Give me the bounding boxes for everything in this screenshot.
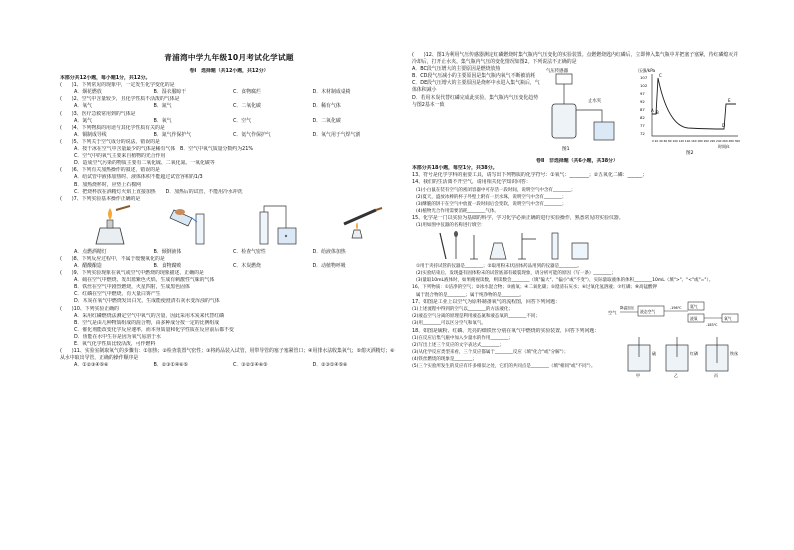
option-c: C．检查气密性: [233, 248, 266, 255]
question-15-b: (2)实验结束后，发现盛有固体粉末的试管底部有破裂现象，请分析可能的原因（写一条）________；: [416, 271, 616, 277]
option-b: B．氮气作保护气: [153, 131, 192, 138]
combustion-jars-image: [624, 335, 742, 379]
question-9-option-a: A．硫在空气中燃烧，发出蓝紫色火焰，生成有刺激性气味的气体: [74, 277, 215, 284]
question-4: ( )4、下列物质的用途与其化学性质有关的是: [60, 124, 165, 131]
jar-label: 红磷: [690, 350, 698, 356]
question-7-options: [60, 249, 398, 256]
option-c: C．木炭燃烧: [233, 262, 261, 269]
option-b: B．倾倒液体: [153, 248, 182, 255]
question-14: 14、我们的生活离不开空气，请用相关化学知识回答：: [412, 179, 531, 186]
option-b: B．氧气: [153, 117, 172, 124]
point-label: A: [651, 108, 654, 114]
y-tick: 92: [640, 99, 645, 105]
question-1-options: [60, 89, 398, 96]
question-15: 15、化学是一门以实验为基础的科学，学习化学必须正确的进行实验操作，熟悉常见的实验仪器。: [412, 214, 624, 221]
question-18-3: (3)从化学反应类型来看，三个反应都属于________反应（填"化合"或"分解"）；: [412, 349, 569, 355]
option-a: A．醋酸酿造: [74, 262, 102, 269]
flow-step: -183℃: [706, 322, 718, 327]
option-d: D．②③①④⑤⑥: [312, 362, 348, 369]
question-8-options: [60, 263, 398, 270]
left-column: [60, 68, 398, 369]
question-16-a: 属于混合物的是________；属于纯净物的是________。: [416, 292, 524, 298]
question-4-options: [60, 132, 398, 139]
part2-heading: 卷Ⅱ 非选择题（共6小题，共38分）: [536, 158, 618, 165]
jar-caption: 乙: [674, 372, 678, 378]
option-c: C．二氧化碳: [233, 103, 261, 110]
question-8: ( )8、下列反应过程中，不属于缓慢氧化的是: [60, 255, 165, 262]
option-c: C．氦气作保护气: [233, 131, 271, 138]
question-18-4: (4)铁丝燃烧的现象是________；: [412, 357, 477, 363]
question-6-option-a: A．给试管中液体加热时，液体体积不能超过试管容积的1/3: [74, 174, 203, 181]
figure-2-pressure-chart: [638, 66, 742, 156]
question-15-a: ①用于夹持试管的仪器是________；②取用粉末状固体药品用到的仪器是________。: [416, 264, 582, 270]
option-d: D．稀有气体: [312, 103, 341, 110]
question-12-area: [412, 66, 742, 158]
question-15-c: (3)量取10mL液体时，如果俯视读数，则读数会________（填"偏大"、"偏小"或"不变"），实际量取液体的体积________10mL（填">"、"<"或"="）。: [416, 278, 714, 284]
option-b: B．②③①④⑥⑤: [153, 362, 189, 369]
y-tick: 77: [640, 123, 645, 129]
question-10-option-c: C．催化剂能改变化学反应速率，而本身质量和化学性质在反应前后都不变: [74, 326, 234, 333]
question-7: ( )7、下列实验基本操作正确的是: [60, 195, 141, 202]
question-16: 16、下列物质：①洁净的空气；②冰水混合物；③液氧；④二氧化碳；⑤澄清石灰水；⑥过氧化氢溶液；⑦红磷；⑧高锰酸钾: [412, 285, 657, 291]
airtightness-check-image: [250, 204, 306, 248]
option-a: A．铜制成导线: [74, 131, 107, 138]
question-15-1: (1)用如图中仪器的名称进行填空：: [416, 223, 486, 229]
flow-node: 空气: [608, 309, 617, 315]
y-ticks: [640, 75, 648, 136]
figure-2-label: 图2: [686, 151, 694, 157]
option-d: D．若用木炭代替红磷完成此实验，集气瓶内气压变化趋势与图2基本一致: [412, 94, 539, 108]
question-2-options: [60, 103, 398, 110]
flow-step: -196℃: [670, 305, 682, 310]
option-d: D．动植物呼吸: [312, 262, 346, 269]
question-17-3: (3)用________可以区分空气和氧气。: [412, 320, 486, 326]
part1-note: 本部分共12小题，每小题1分，共12分。: [60, 75, 151, 82]
option-a: A．①②③④⑤⑥: [74, 362, 109, 369]
option-c: C．空气: [233, 117, 252, 124]
jar-label: 铁丝: [730, 350, 738, 356]
question-10-option-b: B．空气是由几种物质组成的混合物，由多种成分按一定的比例组成: [74, 319, 220, 326]
question-5-option-d: D．造成空气污染的物质主要有二氧化硫、二氧化氮、一氧化碳等: [74, 160, 215, 167]
question-10-option-a: A．采用红磷燃烧法测定空气中氧气的含量，因此采用木炭来代替红磷: [74, 312, 225, 319]
question-14-4: (4)植物光合作用需要消耗________气体。: [416, 208, 499, 214]
question-18-5: (5)三个实验所发生的反应有许多相似之处，它们的共同点是________（填"相同"或"不同"）。: [412, 364, 596, 370]
y-tick: 107: [640, 75, 648, 81]
clip-label: 止水夹: [588, 99, 602, 105]
question-10-option-e: E．氧气化学性质比较活泼，可作燃料: [74, 341, 156, 347]
point-label: D: [722, 123, 726, 129]
part2-note: 本部分共18小题，每空1分，共38分。: [412, 165, 498, 172]
alcohol-lamp-icon: [490, 243, 506, 259]
lab-instruments-image: [432, 229, 732, 263]
question-2: ( )2、空气中含量较少，且化学性质不活泼的气体是: [60, 96, 180, 103]
question-3-options: [60, 118, 398, 125]
flow-node: 液氧: [690, 315, 698, 321]
question-6-option-cd: C．把烧杯放在酒精灯火焰上直接加热 D．加热后的试管，不能用冷水冲洗: [74, 188, 243, 195]
question-18-area: [412, 335, 742, 381]
question-9: ( )9、下列实验现象在氧气或空气中燃烧的现象描述，正确的是: [60, 270, 204, 277]
y-tick: 97: [640, 91, 645, 97]
pouring-liquid-image: [166, 204, 222, 248]
y-tick: 72: [640, 131, 645, 137]
question-14-3: (3)酥脆的饼干在空气中放置一段时间后会变软，说明空气中含有________；: [416, 201, 567, 207]
y-tick: 82: [640, 115, 645, 121]
question-17-subquestions: [412, 306, 602, 327]
option-d: D．给液体加热: [312, 248, 346, 255]
question-6: ( )6、下列有关加热操作的叙述，错误的是: [60, 167, 160, 174]
question-17-area: [412, 303, 742, 328]
option-c: C．③②①④⑥⑤: [233, 362, 268, 369]
pressure-curve: [652, 78, 736, 129]
option-b: B．氮气: [153, 103, 172, 110]
x-axis-unit: 时间/s: [718, 144, 730, 150]
question-12-options: [412, 66, 540, 109]
iron-stand-icon: [518, 233, 526, 259]
question-9-option-d: D．木炭在氧气中燃烧发出白光，生成能使澄清石灰水变浑浊的气体: [74, 298, 220, 305]
question-15-instruments: [412, 229, 742, 263]
option-c: C．DE段气压增大的主要原因是烧杯中水进入集气瓶后，气体体积减小: [412, 80, 540, 94]
y-tick: 87: [640, 107, 645, 113]
heating-liquid-image: [336, 204, 392, 248]
flow-step: 降温加压: [620, 305, 635, 310]
question-17: 17、如图是工业上以空气为原料制备氧气的流程图，回答下列问题：: [412, 298, 561, 305]
part1-heading: 卷Ⅰ 选择题（共12小题，共12分）: [189, 68, 269, 74]
alcohol-lamp-image: [82, 204, 138, 248]
question-18-subquestions: [412, 335, 622, 370]
glass-rod-icon: [470, 235, 478, 259]
question-14-1: (1)小白鼠在装有空气的密闭容器中可存活一段时间，说明空气中含有________；: [416, 187, 576, 193]
question-5-option-ab: A．按干冰在空气中含量最少的气体是稀有气体 B．空气中氧气质量分数约为21%: [74, 146, 253, 153]
exam-title: 青浦湾中学九年级10月考试化学试题: [164, 53, 294, 62]
option-d: D．二氧化碳: [312, 117, 341, 124]
x-ticks: 0 20 40 60 80 100 120 140 160 180 200 220 240 260 280 300: [652, 139, 741, 144]
flow-node: 液态空气: [640, 308, 656, 314]
air-separation-flowchart: [608, 300, 742, 330]
question-7-images: [74, 204, 398, 248]
jar-caption: 甲: [636, 372, 640, 378]
graduated-cylinder-icon: [552, 233, 558, 259]
question-11-options: [60, 362, 398, 369]
question-18-1: (1)在反应后集气瓶中加入少量水的作用________；: [412, 335, 513, 341]
y-axis-unit: 压强/kPa: [638, 68, 656, 74]
option-b: B．食物腐败: [153, 262, 182, 269]
option-d: D．氧气用于气焊气割: [312, 131, 361, 138]
question-5-option-c: C．空气中的氧气主要来自植物的光合作用: [74, 153, 166, 160]
question-14-2: (2)夏天，盛放冰棒的杯子外壁上附有一层水珠，说明空气中含有________；: [416, 194, 567, 200]
question-13: 13、符号是化学学科的重要工具，请写出下列物质的化学符号：①氧气：________；②五氧化二磷：______；: [412, 172, 648, 179]
question-3: ( )3、医疗急救常用到的气体是: [60, 110, 136, 117]
question-11: ( )11、实验室制取氧气的步骤有：①加热；②检查装置气密性；③将药品装入试管，用带导管的塞子塞紧管口；④用排水法收集氧气；⑤熄灭酒精灯；⑥从水中取出导管，正确的操作顺序是: [60, 348, 395, 362]
option-a: A．氧气: [74, 103, 93, 110]
option-b: B．CD段气压减小的主要原因是集气瓶内氧气不断被消耗: [412, 73, 536, 80]
jar-label: 硫: [652, 350, 656, 356]
y-tick: 102: [640, 83, 648, 89]
question-12: ( )12、图1为利用气压传感器测定红磷燃烧时集气瓶内气压变化的实验装置。点燃燃烧匙内红磷后，立即伸入集气瓶中并把塞子塞紧，待红磷熄灭并冷却后，打开止水夹。集气瓶内气压的变化情况如图2。下列说法不正确的是: [412, 52, 739, 66]
point-label: E: [728, 98, 731, 104]
option-a: A．BC段气压增大的主要原因是燃烧放热: [412, 66, 501, 73]
test-tube-holder-icon: [440, 233, 446, 259]
jar-caption: 丙: [714, 372, 718, 378]
beaker-icon: [572, 243, 588, 259]
sensor-label: 气压传感器: [546, 69, 568, 75]
option-c: C．食物腐烂: [233, 89, 261, 96]
option-d: D．木材制成桌椅: [312, 89, 351, 96]
question-17-1: (1)上述流程中得到的空气以________的方法液化；: [412, 306, 513, 312]
figure-1-apparatus: [542, 66, 634, 156]
question-6-option-b: B．加热烧杯时，应垫上石棉网: [74, 181, 141, 188]
question-17-2: (2)液态空气分离的原理是利用液态氮和液态氧的________不同；: [412, 313, 540, 319]
question-10: ( )10、下列实验正确的: [60, 305, 119, 312]
figure-1-label: 图1: [562, 147, 570, 153]
question-10-option-d: D．鱼能在水中生存是因为氧气易溶于水: [74, 333, 161, 340]
flow-node: 氧气: [724, 315, 732, 321]
question-18-2: (2)写出上述三个反应的文字表达式________；: [412, 342, 504, 348]
option-a: A．氮气: [74, 117, 93, 124]
point-label: C: [659, 73, 662, 79]
question-9-option-b: B．铁丝在空气中剧烈燃烧，火星四射，生成黑色固体: [74, 284, 190, 291]
flow-node: 氮气: [690, 303, 698, 309]
point-label: B: [656, 110, 659, 116]
option-a: A．烟花燃放: [74, 89, 102, 96]
right-column: [412, 52, 742, 381]
question-18: 18、如图是硫粉、红磷、光亮的细铁丝分别在氧气中燃烧的实验装置，回答下列问题：: [412, 327, 600, 334]
option-a: A．点燃酒精灯: [74, 248, 107, 255]
question-9-option-c: C．红磷在空气中燃烧，有大量白雾产生: [74, 291, 161, 298]
question-5: ( )5、下列关于空气成分的说法，错误的是: [60, 138, 160, 145]
option-b: B．湿衣服晾干: [153, 89, 187, 96]
question-1: ( )1、下列常见的现象中，一定发生化学变化的是: [60, 82, 175, 89]
